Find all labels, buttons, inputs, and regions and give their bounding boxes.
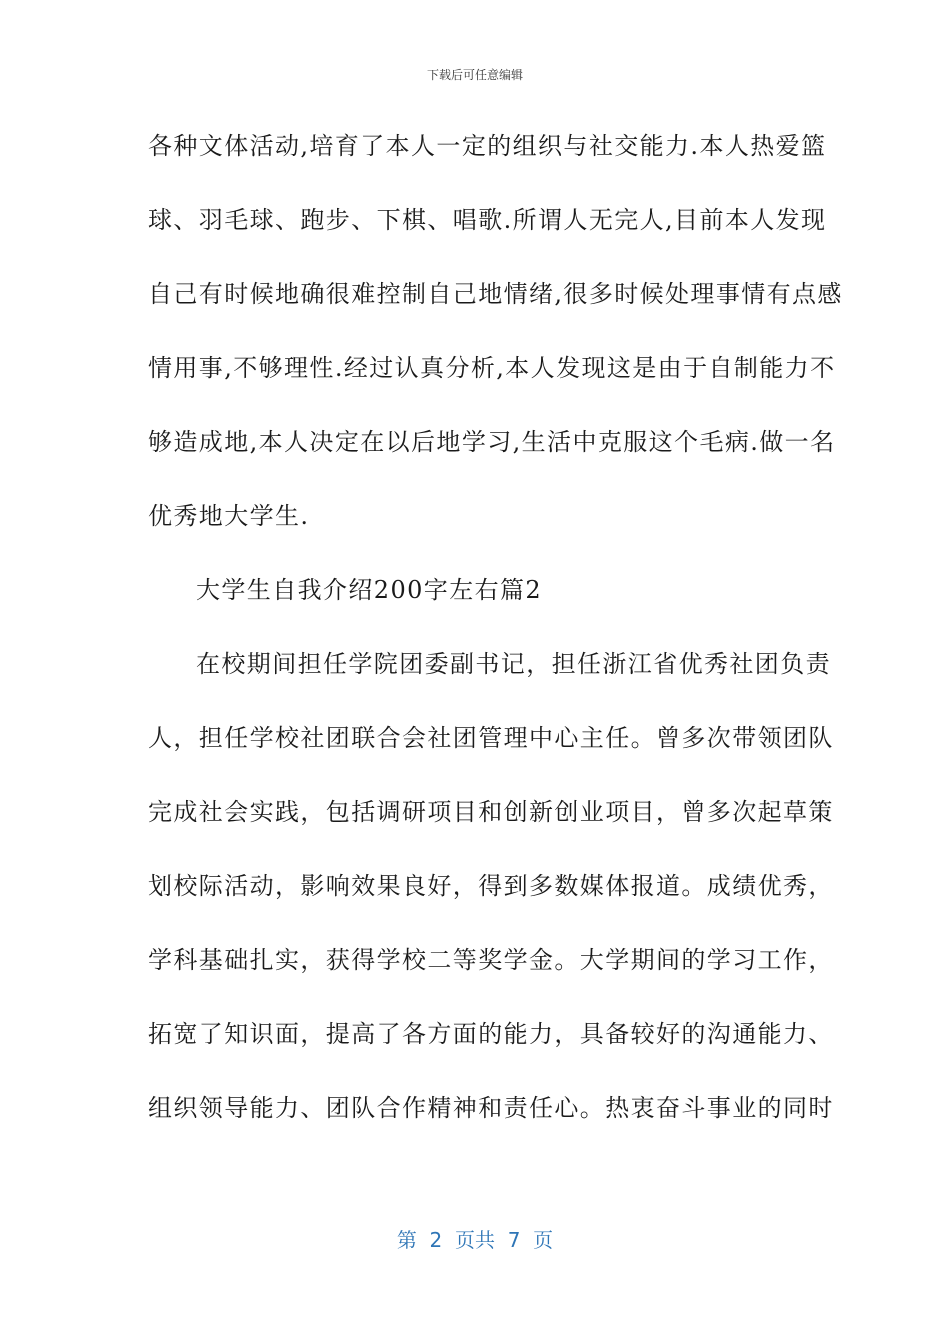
- text-line: 划校际活动，影响效果良好，得到多数媒体报道。成绩优秀，: [148, 872, 834, 900]
- text-line: 优秀地大学生.: [148, 502, 310, 530]
- text-line: 人，担任学校社团联合会社团管理中心主任。曾多次带领团队: [148, 724, 834, 752]
- text-line: 情用事,不够理性.经过认真分析,本人发现这是由于自制能力不: [148, 354, 836, 382]
- text-line: 球、羽毛球、跑步、下棋、唱歌.所谓人无完人,目前本人发现: [148, 206, 827, 234]
- text-line: 完成社会实践，包括调研项目和创新创业项目，曾多次起草策: [148, 798, 834, 826]
- page-number-footer: 第 2 页共 7 页: [396, 1228, 554, 1252]
- text-line: 自己有时候地确很难控制自己地情绪,很多时候处理事情有点感: [148, 280, 843, 308]
- page-header: 下载后可任意编辑: [426, 68, 523, 82]
- section-heading: 大学生自我介绍200字左右篇2: [196, 576, 543, 604]
- text-line: 够造成地,本人决定在以后地学习,生活中克服这个毛病.做一名: [148, 428, 836, 456]
- document-body: [148, 126, 843, 1162]
- text-line: 拓宽了知识面，提高了各方面的能力，具备较好的沟通能力、: [148, 1020, 834, 1048]
- text-line: 各种文体活动,培育了本人一定的组织与社交能力.本人热爱篮: [148, 132, 827, 160]
- text-line: 组织领导能力、团队合作精神和责任心。热衷奋斗事业的同时: [148, 1094, 834, 1122]
- text-line: 在校期间担任学院团委副书记，担任浙江省优秀社团负责: [196, 650, 831, 678]
- text-line: 学科基础扎实，获得学校二等奖学金。大学期间的学习工作，: [148, 946, 834, 974]
